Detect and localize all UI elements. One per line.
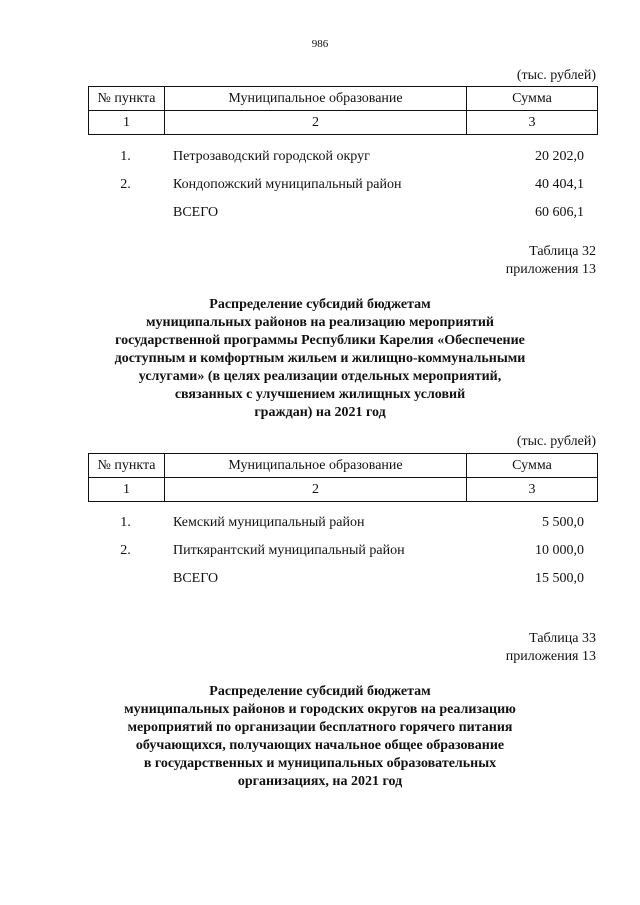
table-total-row	[88, 199, 598, 227]
total-label: ВСЕГО	[173, 205, 219, 220]
header-num-3: 3	[467, 478, 598, 502]
row-municipality: Петрозаводский городской округ	[173, 149, 370, 164]
row-amount: 5 500,0	[542, 515, 584, 530]
title-line: государственной программы Республики Карелия «Обеспечение	[115, 333, 525, 348]
table-row	[88, 171, 598, 199]
title-line: муниципальных районов на реализацию мероприятий	[146, 315, 494, 330]
table32-body	[88, 509, 598, 593]
table33-title	[0, 683, 640, 791]
row-amount: 10 000,0	[535, 543, 584, 558]
title-line: связанных с улучшением жилищных условий	[174, 387, 466, 402]
table-total-row	[88, 565, 598, 593]
table33-reference	[506, 630, 596, 666]
row-amount: 40 404,1	[535, 177, 584, 192]
table32-ref-line1: Таблица 32	[529, 244, 596, 259]
row-number: 2.	[120, 177, 131, 192]
units-label: (тыс. рублей)	[516, 68, 596, 83]
row-municipality: Кемский муниципальный район	[173, 515, 365, 530]
header-num-2: 2	[165, 111, 467, 135]
table33-ref-line2: приложения 13	[505, 649, 596, 664]
header-col-amount: Сумма	[467, 454, 598, 478]
table32-title	[0, 296, 640, 422]
units-label: (тыс. рублей)	[516, 434, 596, 449]
header-col-municipality: Муниципальное образование	[165, 454, 467, 478]
table32-header	[88, 453, 598, 502]
header-col-municipality: Муниципальное образование	[165, 87, 467, 111]
title-line: в государственных и муниципальных образовательных	[143, 756, 497, 771]
table32-ref-line2: приложения 13	[505, 262, 596, 277]
header-num-1: 1	[89, 111, 165, 135]
header-num-2: 2	[165, 478, 467, 502]
table-row	[88, 537, 598, 565]
header-col-number: № пункта	[89, 454, 165, 478]
header-num-3: 3	[467, 111, 598, 135]
title-line: мероприятий по организации бесплатного горячего питания	[127, 720, 513, 735]
header-col-number: № пункта	[89, 87, 165, 111]
table-row	[88, 509, 598, 537]
row-number: 1.	[120, 149, 131, 164]
table-header	[88, 86, 598, 135]
table-body	[88, 143, 598, 227]
title-line: граждан) на 2021 год	[254, 405, 386, 420]
title-line: Распределение субсидий бюджетам	[209, 297, 431, 312]
row-municipality: Кондопожский муниципальный район	[173, 177, 402, 192]
title-line: доступным и комфортным жильем и жилищно-коммунальными	[114, 351, 526, 366]
row-municipality: Питкярантский муниципальный район	[173, 543, 405, 558]
table33-ref-line1: Таблица 33	[529, 631, 596, 646]
page-number: 986	[311, 38, 329, 50]
header-col-amount: Сумма	[467, 87, 598, 111]
row-number: 2.	[120, 543, 131, 558]
title-line: услугами» (в целях реализации отдельных мероприятий,	[138, 369, 502, 384]
title-line: Распределение субсидий бюджетам	[209, 684, 431, 699]
title-line: организациях, на 2021 год	[237, 774, 403, 789]
row-amount: 20 202,0	[535, 149, 584, 164]
table-row	[88, 143, 598, 171]
title-line: муниципальных районов и городских округов на реализацию	[124, 702, 516, 717]
row-number: 1.	[120, 515, 131, 530]
total-amount: 15 500,0	[535, 571, 584, 586]
total-amount: 60 606,1	[535, 205, 584, 220]
title-line: обучающихся, получающих начальное общее образование	[135, 738, 505, 753]
table32-reference	[506, 243, 596, 279]
total-label: ВСЕГО	[173, 571, 219, 586]
header-num-1: 1	[89, 478, 165, 502]
